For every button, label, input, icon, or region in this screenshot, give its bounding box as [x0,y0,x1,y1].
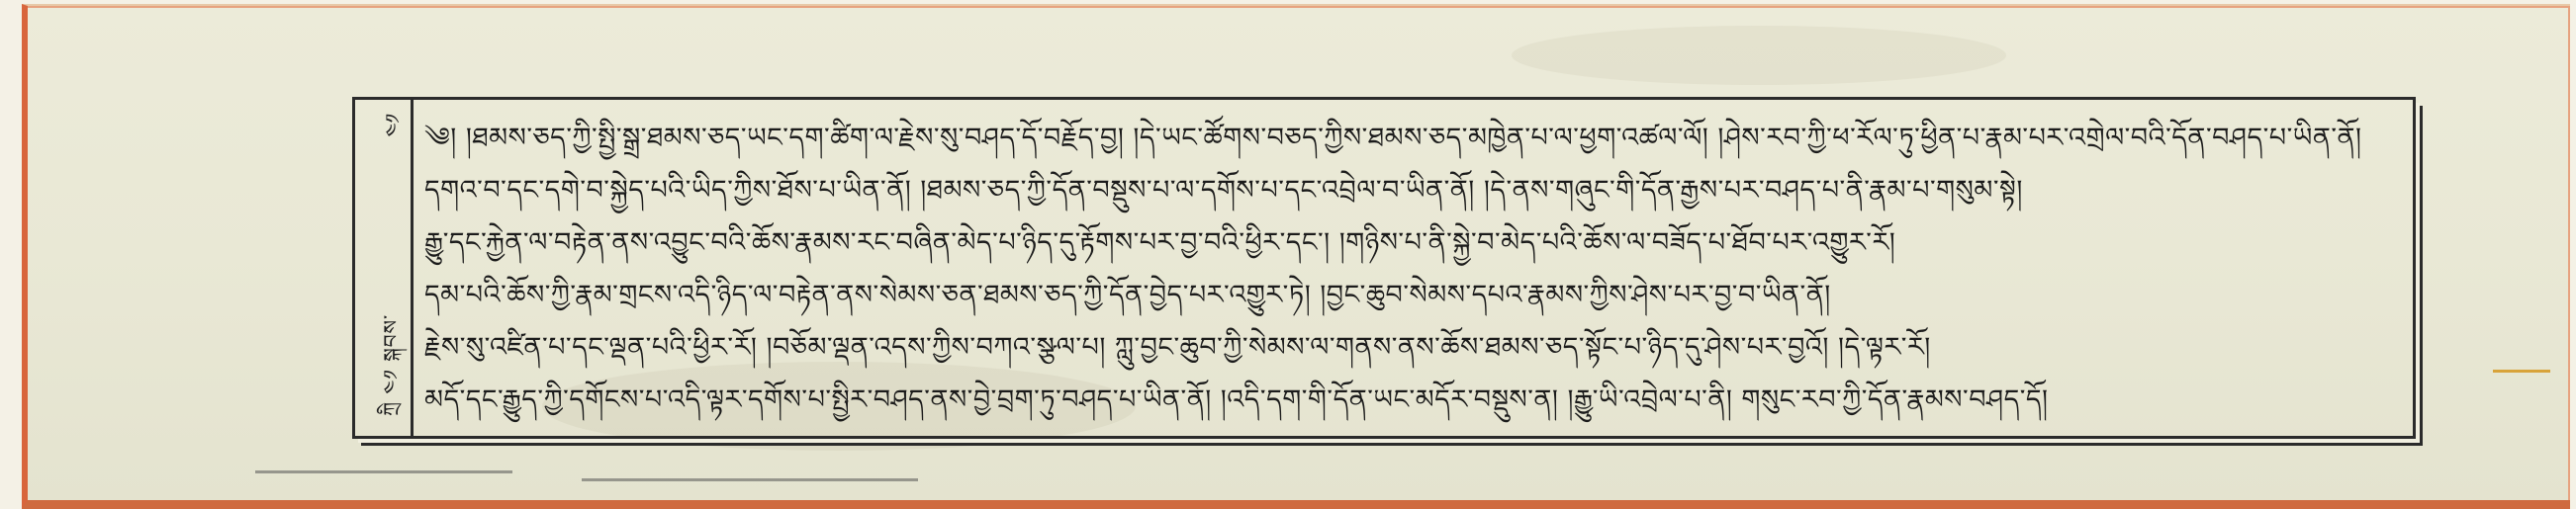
text-block [424,112,2403,428]
text-frame [352,97,2416,439]
text-line: དགའ་བ་དང་དགེ་བ་སྐྱེད་པའི་ཡིད་ཀྱིས་ཐོས་པ་ཡིན་ནོ། །ཐམས་ཅད་ཀྱི་དོན་བསྡུས་པ་ལ་དགོས་པ་དང་འབྲེལ་བ་ཡིན་ནོ། །དེ་ནས་གཞུང་གི་དོན་རྒྱས་པར་བཤད་པ་ནི་རྣམ་པ་གསུམ་སྟེ། [424,175,2023,206]
pecha-folio [22,4,2570,509]
text-line: ༄། །ཐམས་ཅད་ཀྱི་སྤྱི་སྒྲ་ཐམས་ཅད་ཡང་དག་ཚིག་ལ་རྗེས་སུ་བཤད་དོ་བརྗོད་བྱ། །དེ་ཡང་ཚོགས་བཅད་ཀྱིས་ཐམས་ཅད་མཁྱེན་པ་ལ་ཕྱག་འཚལ་ལོ། །ཤེས་རབ་ཀྱི་ཕ་རོལ་ཏུ་ཕྱིན་པ་རྣམ་པར་འགྲེལ་བའི་དོན་བཤད་པ་ཡིན་ནོ། [424,123,2362,153]
paper-stain [1512,26,2006,85]
pencil-scrawl [582,478,918,481]
margin-panel [355,100,414,436]
text-line: རྒྱུ་དང་རྐྱེན་ལ་བརྟེན་ནས་འབྱུང་བའི་ཆོས་རྣམས་རང་བཞིན་མེད་པ་ཉིད་དུ་རྟོགས་པར་བྱ་བའི་ཕྱིར་དང་། །གཉིས་པ་ནི་སྐྱེ་བ་མེད་པའི་ཆོས་ལ་བཟོད་པ་ཐོབ་པར་འགྱུར་རོ། [424,227,1896,258]
text-line: དམ་པའི་ཆོས་ཀྱི་རྣམ་གྲངས་འདི་ཉིད་ལ་བརྟེན་ནས་སེམས་ཅན་ཐམས་ཅད་ཀྱི་དོན་བྱེད་པར་འགྱུར་ཏེ། །བྱང་ཆུབ་སེམས་དཔའ་རྣམས་ཀྱིས་ཤེས་པར་བྱ་བ་ཡིན་ནོ། [424,280,1831,310]
pencil-scrawl [255,470,512,473]
text-line: མདོ་དང་རྒྱུད་ཀྱི་དགོངས་པ་འདི་ལྟར་དགོས་པ་སྤྱིར་བཤད་ནས་བྱེ་བྲག་ཏུ་བཤད་པ་ཡིན་ནོ། །འདི་དག་གི་དོན་ཡང་མདོར་བསྡུས་ན། །རྒྱུ་ཡི་འབྲེལ་པ་ནི། གསུང་རབ་ཀྱི་དོན་རྣམས་བཤད་དོ། [424,384,2049,415]
page-number: ༤༡ [381,114,405,137]
text-line: རྗེས་སུ་འཛིན་པ་དང་ལྡན་པའི་ཕྱིར་རོ། །བཅོམ་ལྡན་འདས་ཀྱིས་བཀའ་སྩལ་པ། ཀླུ་བྱང་ཆུབ་ཀྱི་སེམས་ལ་གནས་ནས་ཆོས་ཐམས་ཅད་སྟོང་པ་ཉིད་དུ་ཤེས་པར་བྱའོ། །དེ་ལྟར་རོ། [424,332,1931,363]
margin-label: ཀྲི ༤༡ སྐབས་ [379,313,403,416]
edge-mark [2493,370,2550,373]
